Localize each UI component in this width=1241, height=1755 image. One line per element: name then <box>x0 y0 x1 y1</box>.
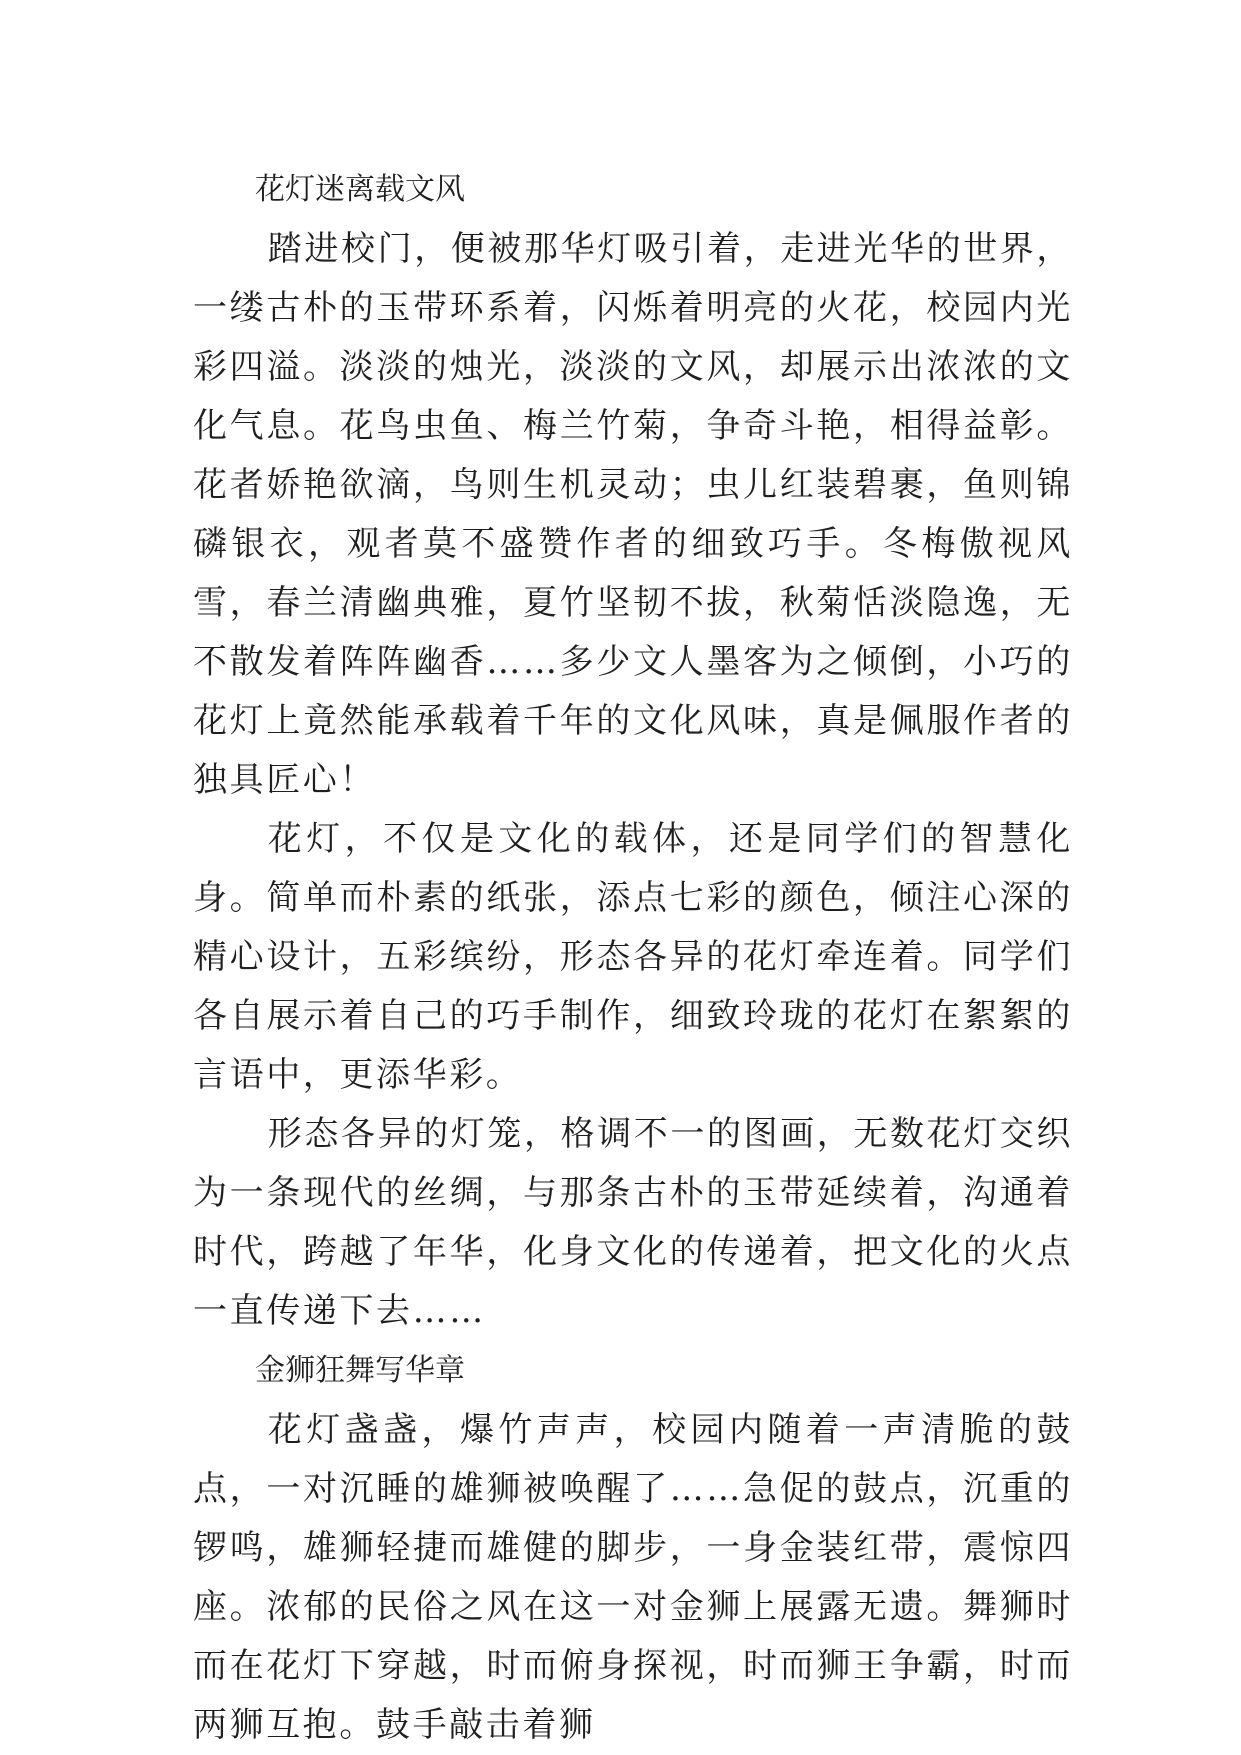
paragraph: 花灯盏盏，爆竹声声，校园内随着一声清脆的鼓点，一对沉睡的雄狮被唤醒了……急促的鼓点，沉重的锣鸣，雄狮轻捷而雄健的脚步，一身金装红带，震惊四座。浓郁的民俗之风在这一对金狮上展露无遗。舞狮时而在花灯下穿越，时而俯身探视，时而狮王争霸，时而两狮互抱。鼓手敲击着狮 <box>193 1410 1073 1745</box>
section-heading: 花灯迷离载文风 <box>255 172 465 207</box>
paragraph: 花灯，不仅是文化的载体，还是同学们的智慧化身。简单而朴素的纸张，添点七彩的颜色，倾注心深的精心设计，五彩缤纷，形态各异的花灯牵连着。同学们各自展示着自己的巧手制作，细致玲珑的花灯在絮絮的言语中，更添华彩。 <box>193 819 1073 1095</box>
article-body <box>193 160 1073 1755</box>
section-heading: 金狮狂舞写华章 <box>255 1353 465 1388</box>
paragraph: 踏进校门，便被那华灯吸引着，走进光华的世界，一缕古朴的玉带环系着，闪烁着明亮的火花，校园内光彩四溢。淡淡的烛光，淡淡的文风，却展示出浓浓的文化气息。花鸟虫鱼、梅兰竹菊，争奇斗艳，相得益彰。花者娇艳欲滴，鸟则生机灵动；虫儿红装碧裹，鱼则锦磷银衣，观者莫不盛赞作者的细致巧手。冬梅傲视风雪，春兰清幽典雅，夏竹坚韧不拔，秋菊恬淡隐逸，无不散发着阵阵幽香……多少文人墨客为之倾倒，小巧的花灯上竟然能承载着千年的文化风味，真是佩服作者的独具匠心！ <box>193 229 1073 800</box>
paragraph: 形态各异的灯笼，格调不一的图画，无数花灯交织为一条现代的丝绸，与那条古朴的玉带延续着，沟通着时代，跨越了年华，化身文化的传递着，把文化的火点一直传递下去…… <box>193 1114 1073 1331</box>
